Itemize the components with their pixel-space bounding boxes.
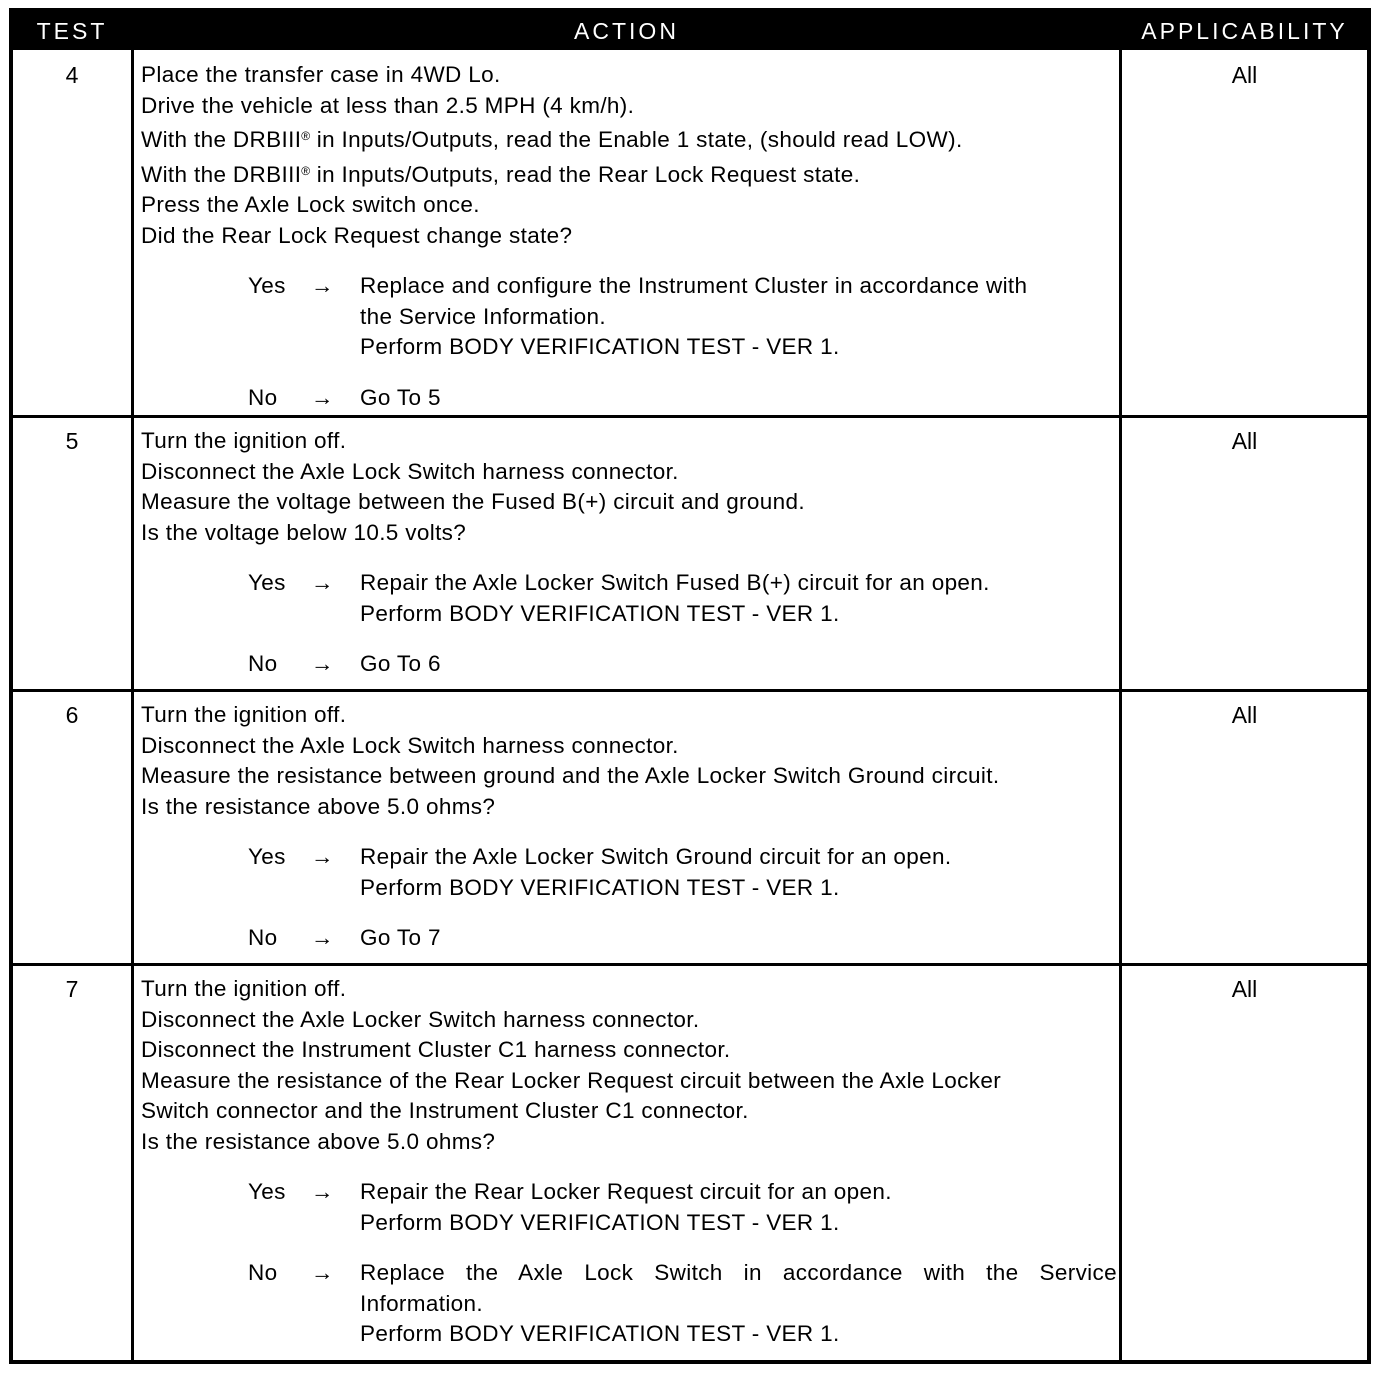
row-divider (13, 689, 1367, 692)
step-line: Is the voltage below 10.5 volts? (141, 519, 467, 545)
header-action: ACTION (574, 18, 679, 44)
response-line: Perform BODY VERIFICATION TEST - VER 1. (360, 334, 840, 359)
response-line: Go To 7 (360, 925, 441, 950)
yes-label: Yes (248, 570, 286, 595)
no-label: No (248, 384, 278, 410)
right-arrow-icon: → (311, 1179, 334, 1204)
right-arrow-icon: → (311, 925, 334, 950)
step-line: Turn the ignition off. (141, 702, 347, 727)
no-label: No (248, 651, 278, 676)
no-response (141, 383, 1117, 414)
no-label: No (248, 1260, 278, 1285)
action-cell (141, 60, 1117, 413)
yes-response (141, 568, 1117, 629)
action-cell (141, 974, 1117, 1350)
header-test: TEST (36, 18, 108, 44)
response-line: Perform BODY VERIFICATION TEST - VER 1. (360, 1321, 840, 1346)
response-line: Information. (360, 1290, 484, 1316)
column-divider (131, 50, 134, 1360)
response-line: Replace and configure the Instrument Cluster in accordance with (360, 273, 1028, 298)
test-number: 6 (65, 702, 79, 728)
step-line: With the DRBIII® in Inputs/Outputs, read the Rear Lock Request state. (141, 161, 861, 187)
response-line: Repair the Rear Locker Request circuit for an open. (360, 1179, 892, 1204)
test-number: 7 (65, 976, 79, 1002)
yes-response (141, 842, 1117, 903)
response-line: Perform BODY VERIFICATION TEST - VER 1. (360, 1209, 840, 1235)
applicability-cell: All (1231, 976, 1258, 1002)
right-arrow-icon: → (311, 1260, 334, 1285)
row-divider (13, 963, 1367, 966)
table-header (13, 12, 1367, 50)
step-line: Disconnect the Axle Locker Switch harness connector. (141, 1006, 700, 1032)
step-line: Is the resistance above 5.0 ohms? (141, 793, 496, 819)
yes-label: Yes (248, 1179, 286, 1204)
step-line: Drive the vehicle at less than 2.5 MPH (4 km/h). (141, 92, 635, 118)
step-line: Turn the ignition off. (141, 976, 347, 1001)
step-line: Disconnect the Axle Lock Switch harness connector. (141, 732, 679, 758)
no-response (141, 649, 1117, 680)
step-line: Turn the ignition off. (141, 428, 347, 453)
right-arrow-icon: → (311, 651, 334, 676)
action-cell (141, 700, 1117, 954)
step-line: With the DRBIII® in Inputs/Outputs, read the Enable 1 state, (should read LOW). (141, 127, 963, 152)
right-arrow-icon: → (311, 570, 334, 595)
step-line: Switch connector and the Instrument Cluster C1 connector. (141, 1098, 749, 1123)
applicability-cell: All (1231, 62, 1258, 88)
step-line: Is the resistance above 5.0 ohms? (141, 1128, 496, 1154)
response-line: Perform BODY VERIFICATION TEST - VER 1. (360, 874, 840, 900)
yes-response (141, 1177, 1117, 1238)
applicability-cell: All (1231, 702, 1258, 728)
step-line: Place the transfer case in 4WD Lo. (141, 62, 501, 87)
no-label: No (248, 925, 278, 950)
response-line: the Service Information. (360, 303, 607, 329)
response-line: Replace the Axle Lock Switch in accordance with the Service (360, 1260, 1117, 1285)
test-number: 4 (65, 62, 79, 88)
step-line: Measure the resistance between ground and the Axle Locker Switch Ground circuit. (141, 763, 1000, 788)
action-cell (141, 426, 1117, 680)
step-line: Press the Axle Lock switch once. (141, 192, 480, 217)
response-line: Repair the Axle Locker Switch Fused B(+) circuit for an open. (360, 570, 990, 595)
no-response (141, 1258, 1117, 1350)
step-line: Disconnect the Instrument Cluster C1 harness connector. (141, 1037, 731, 1062)
step-line: Did the Rear Lock Request change state? (141, 222, 573, 248)
applicability-cell: All (1231, 428, 1258, 454)
step-line: Disconnect the Axle Lock Switch harness connector. (141, 458, 679, 484)
yes-label: Yes (248, 273, 286, 298)
step-line: Measure the resistance of the Rear Locker Request circuit between the Axle Locker (141, 1067, 1002, 1093)
step-line: Measure the voltage between the Fused B(+) circuit and ground. (141, 489, 805, 514)
response-line: Repair the Axle Locker Switch Ground circuit for an open. (360, 844, 952, 869)
no-response (141, 923, 1117, 954)
right-arrow-icon: → (311, 273, 334, 298)
response-line: Go To 5 (360, 384, 441, 410)
right-arrow-icon: → (311, 844, 334, 869)
response-line: Perform BODY VERIFICATION TEST - VER 1. (360, 600, 840, 626)
row-divider (13, 415, 1367, 418)
right-arrow-icon: → (311, 384, 334, 410)
yes-label: Yes (248, 844, 286, 869)
test-number: 5 (65, 428, 79, 454)
diagnostic-table (9, 8, 1371, 1364)
header-applicability: APPLICABILITY (1141, 18, 1348, 44)
yes-response (141, 271, 1117, 363)
response-line: Go To 6 (360, 651, 441, 676)
